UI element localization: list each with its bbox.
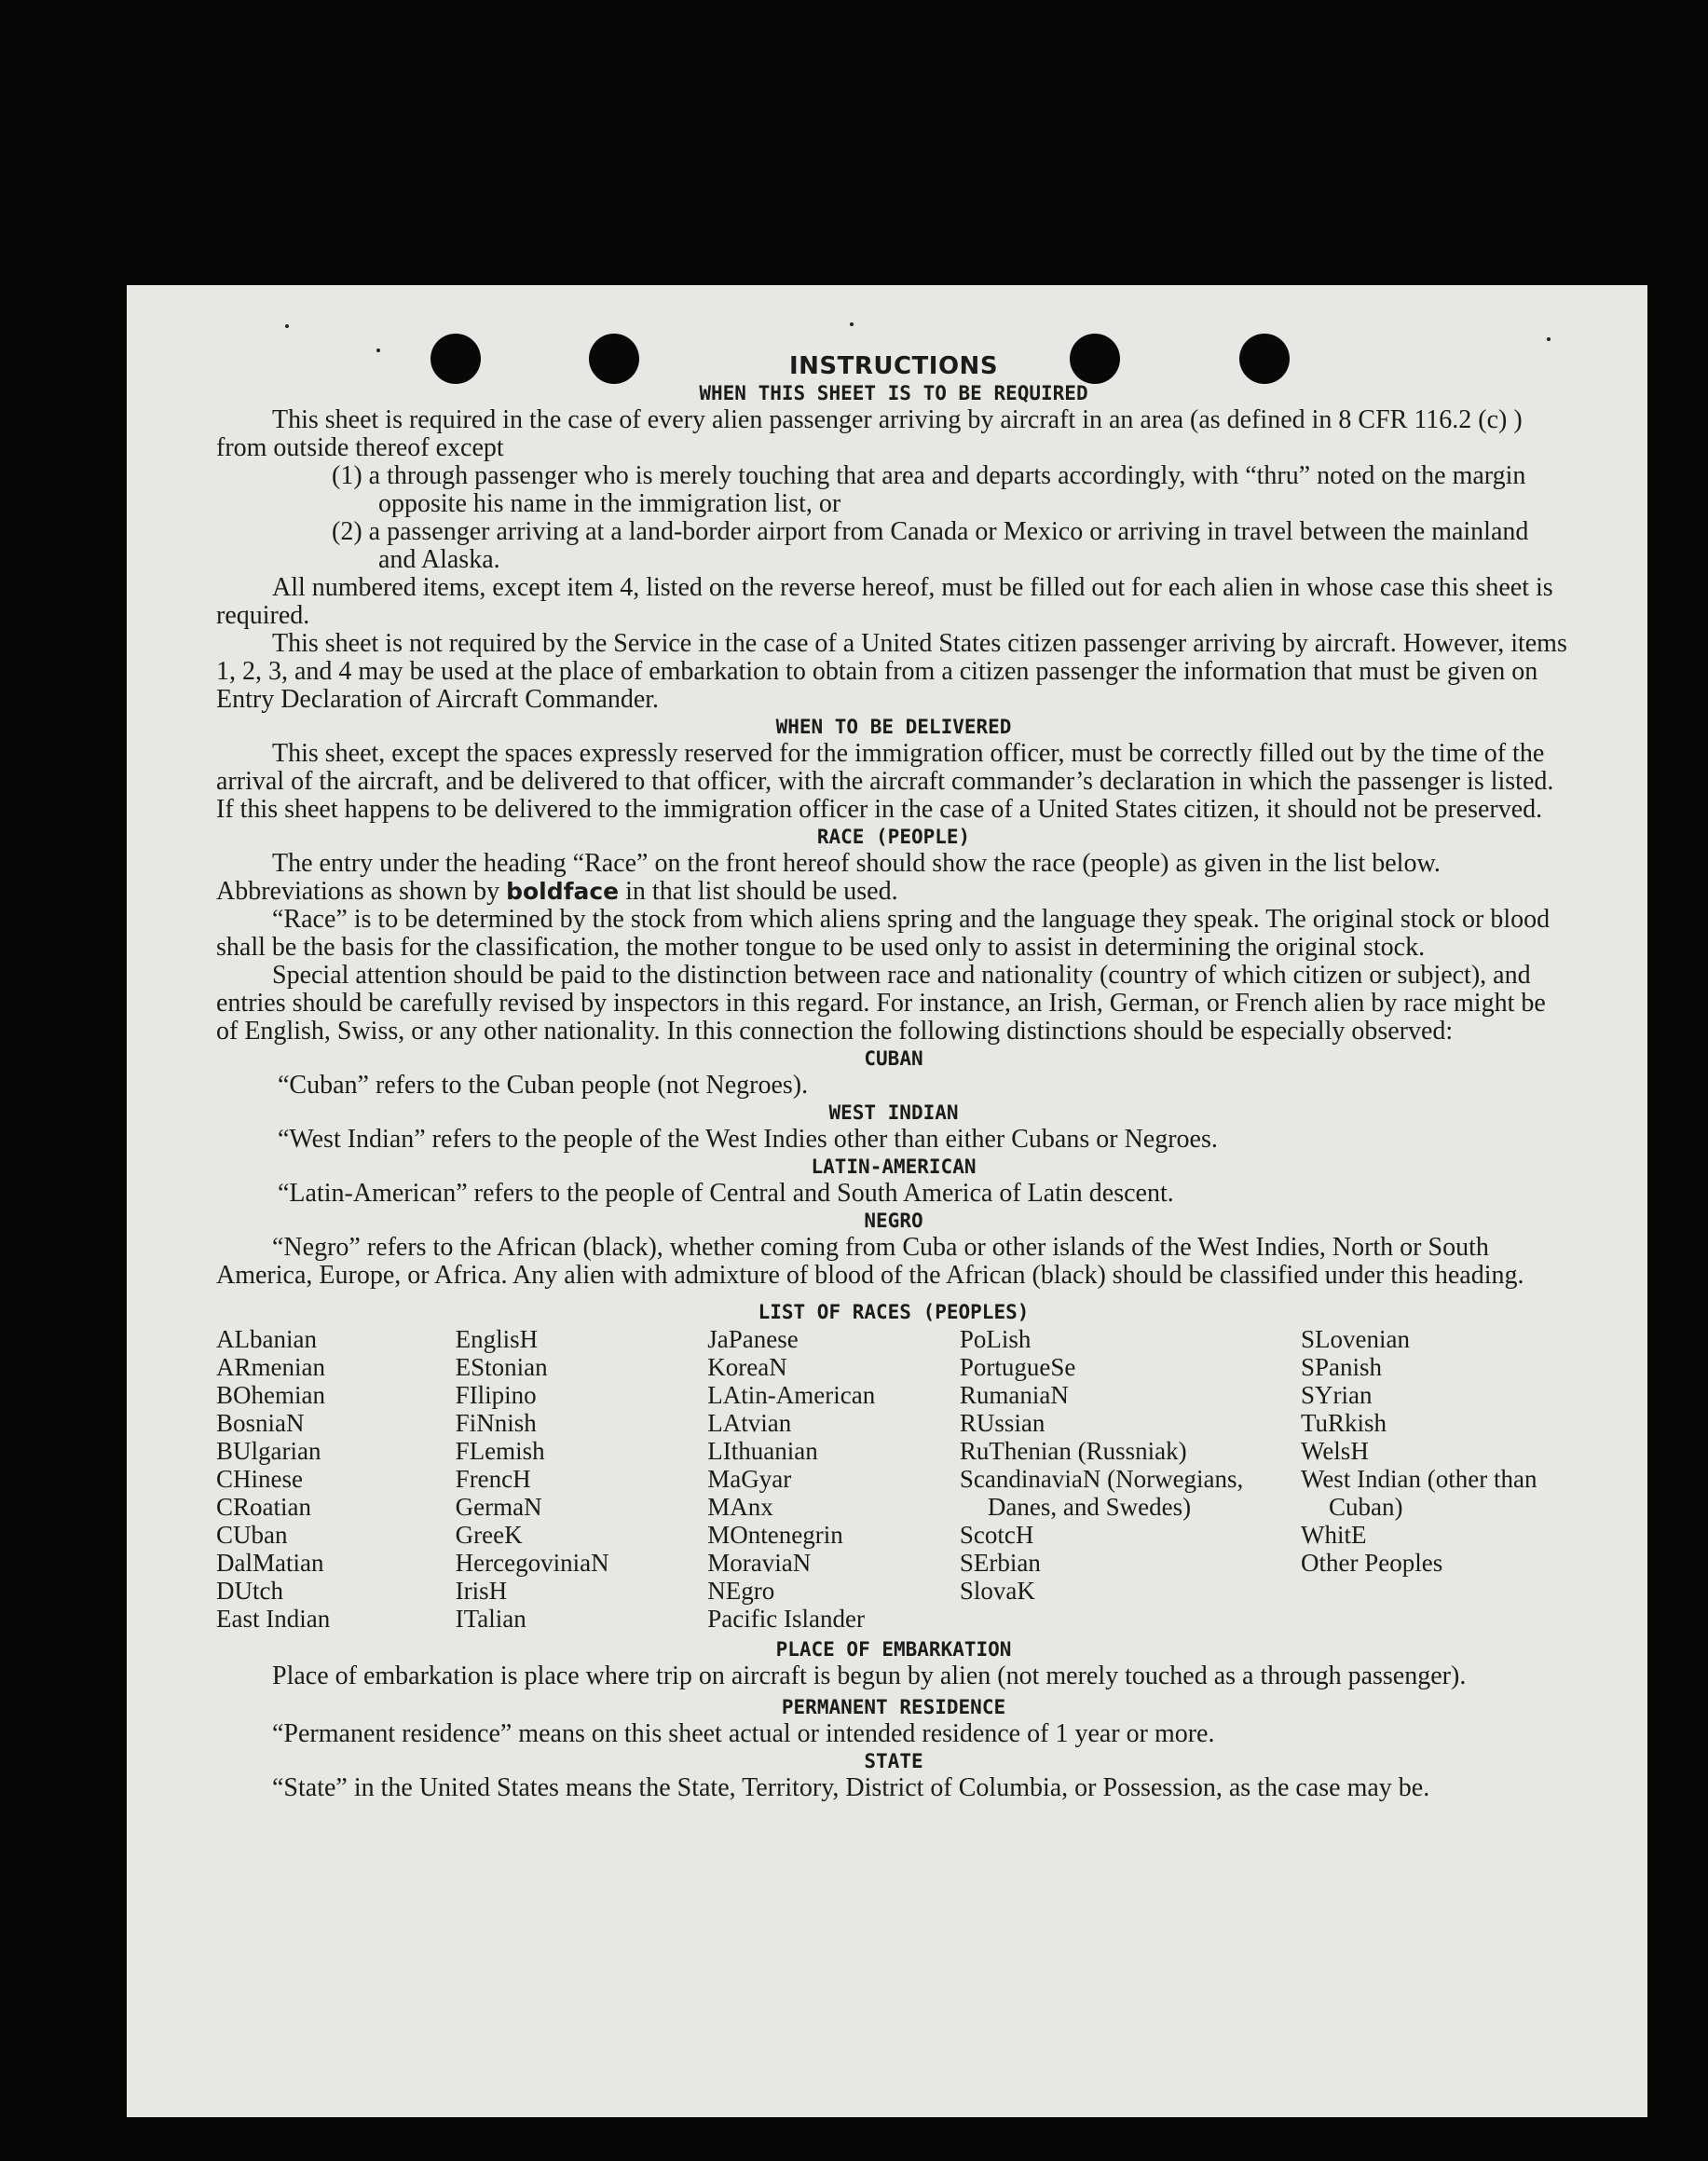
exception-item-1: (1) a through passenger who is merely touching that area and departs accordingly, with “thru” noted on the margin opposite his name in the immigration list, or [332, 461, 1526, 518]
section-heading-embarkation: PLACE OF EMBARKATION [775, 1638, 1012, 1661]
race-item: RUssian [959, 1409, 1045, 1437]
race-item: EnglisH [455, 1325, 539, 1353]
race-item: SlovaK [959, 1577, 1035, 1605]
paragraph [216, 850, 1571, 906]
race-item: FLemish [455, 1437, 545, 1465]
race-item: ScandinaviaN (Norwegians, Danes, and Swedes) [959, 1465, 1244, 1521]
race-item: DalMatian [216, 1549, 324, 1577]
race-item: CUban [216, 1521, 288, 1549]
section-heading-race: RACE (PEOPLE) [816, 826, 971, 848]
definition-west-indian: “West Indian” refers to the people of the West Indies other than either Cubans or Negroes. [278, 1125, 1218, 1154]
section-heading-cuban: CUBAN [864, 1047, 923, 1070]
race-item: PoLish [959, 1325, 1032, 1353]
speck [850, 322, 854, 326]
race-item: BosniaN [216, 1409, 305, 1437]
race-item: CRoatian [216, 1493, 311, 1521]
race-item: EStonian [455, 1353, 548, 1381]
race-item: SLovenian [1301, 1325, 1410, 1353]
races-column [456, 1325, 708, 1633]
paragraph: “Race” is to be determined by the stock from which aliens spring and the language they speak. The original stock or blood shall be the basis for the classification, the mother tongue to be used only to assist in determining the original stock. [216, 905, 1551, 962]
speck [285, 324, 289, 328]
definition-state: “State” in the United States means the State, Territory, District of Columbia, or Possession, as the case may be. [272, 1773, 1430, 1802]
race-item: ARmenian [216, 1353, 325, 1381]
race-item: GreeK [455, 1521, 523, 1549]
paragraph: This sheet is not required by the Service in the case of a United States citizen passenger arriving by aircraft. However, items 1, 2, 3, and 4 may be used at the place of embarkation to obtain from a citizen passenger the information that must be given on Entry Declaration of Aircraft Commander. [216, 629, 1567, 714]
punch-hole [1239, 334, 1290, 384]
race-item: TuRkish [1301, 1409, 1387, 1437]
section-heading-when-delivered: WHEN TO BE DELIVERED [775, 716, 1012, 738]
race-item: Other Peoples [1301, 1549, 1443, 1577]
section-heading-negro: NEGRO [864, 1210, 923, 1232]
race-item: WelsH [1301, 1437, 1369, 1465]
races-list [216, 1325, 1571, 1633]
instruction-sheet [127, 285, 1647, 2117]
punch-hole [430, 334, 481, 384]
race-item: JaPanese [707, 1325, 799, 1353]
paragraph-text: The entry under the heading “Race” on the front hereof should show the race (people) as given in the list below. Abbreviations as shown by [216, 849, 1441, 906]
races-column [1301, 1325, 1571, 1633]
list-of-races-heading: LIST OF RACES (PEOPLES) [758, 1301, 1030, 1323]
definition-latin-american: “Latin-American” refers to the people of Central and South America of Latin descent. [278, 1179, 1174, 1208]
race-item: LAtvian [707, 1409, 792, 1437]
race-item: IrisH [455, 1577, 508, 1605]
race-item: RuThenian (Russniak) [959, 1437, 1187, 1465]
section-heading-latin-american: LATIN-AMERICAN [811, 1156, 977, 1178]
race-item: WhitE [1301, 1521, 1367, 1549]
race-item: SErbian [959, 1549, 1041, 1577]
paragraph: Special attention should be paid to the distinction between race and nationality (country of which citizen or subject), and entries should be carefully revised by inspectors in this regard. For instance, an Irish, German, or French alien by race might be of English, Swiss, or any other nationality. In this connection the following distinctions should be especially observed: [216, 961, 1546, 1046]
race-item: NEgro [707, 1577, 775, 1605]
section-heading-west-indian: WEST INDIAN [828, 1101, 959, 1124]
race-item: SYrian [1301, 1381, 1373, 1409]
race-item: FiNnish [455, 1409, 537, 1437]
race-item: MAnx [707, 1493, 773, 1521]
speck [1547, 337, 1551, 341]
race-item: CHinese [216, 1465, 303, 1493]
race-item: HercegoviniaN [455, 1549, 609, 1577]
race-item: PortugueSe [959, 1353, 1076, 1381]
page-title: INSTRUCTIONS [788, 352, 999, 380]
race-item: RumaniaN [959, 1381, 1069, 1409]
definition-residence: “Permanent residence” means on this sheet actual or intended residence of 1 year or more. [272, 1719, 1215, 1748]
paragraph: This sheet is required in the case of every alien passenger arriving by aircraft in an area (as defined in 8 CFR 116.2 (c) ) from outside thereof except [216, 405, 1523, 462]
boldface-term: boldface [506, 878, 620, 905]
race-item: MOntenegrin [707, 1521, 843, 1549]
race-item: ScotcH [959, 1521, 1034, 1549]
race-item: DUtch [216, 1577, 283, 1605]
section-heading-state: STATE [864, 1750, 923, 1772]
race-item: ITalian [455, 1605, 526, 1633]
race-item: FrencH [455, 1465, 531, 1493]
race-item: LIthuanian [707, 1437, 818, 1465]
races-column [707, 1325, 960, 1633]
exception-item-2: (2) a passenger arriving at a land-border airport from Canada or Mexico or arriving in travel between the mainland and Alaska. [332, 517, 1529, 574]
paragraph: This sheet, except the spaces expressly reserved for the immigration officer, must be correctly filled out by the time of the arrival of the aircraft, and be delivered to that officer, with the aircraft commander’s declaration in which the passenger is listed. If this sheet happens to be delivered to the immigration officer in the case of a United States citizen, it should not be preserved. [216, 739, 1554, 824]
race-item: KoreaN [707, 1353, 787, 1381]
race-item: SPanish [1301, 1353, 1383, 1381]
race-item: MoraviaN [707, 1549, 812, 1577]
races-column [216, 1325, 456, 1633]
punch-hole [1070, 334, 1120, 384]
race-item: East Indian [216, 1605, 331, 1633]
race-item: LAtin-American [707, 1381, 876, 1409]
definition-cuban: “Cuban” refers to the Cuban people (not Negroes). [278, 1071, 809, 1100]
section-heading-when-required: WHEN THIS SHEET IS TO BE REQUIRED [699, 382, 1088, 404]
speck [376, 349, 380, 352]
race-item: MaGyar [707, 1465, 792, 1493]
definition-negro: “Negro” refers to the African (black), whether coming from Cuba or other islands of the West Indies, North or South America, Europe, or Africa. Any alien with admixture of blood of the African (black) should be classified under this heading. [216, 1233, 1524, 1290]
race-item: BOhemian [216, 1381, 325, 1409]
paragraph: All numbered items, except item 4, listed on the reverse hereof, must be filled out for each alien in whose case this sheet is required. [216, 573, 1553, 630]
race-item: West Indian (other than Cuban) [1301, 1465, 1537, 1521]
race-item: BUlgarian [216, 1437, 321, 1465]
races-column [960, 1325, 1301, 1633]
section-heading-residence: PERMANENT RESIDENCE [781, 1696, 1006, 1718]
paragraph-text: in that list should be used. [625, 877, 898, 906]
race-item: ALbanian [216, 1325, 317, 1353]
race-item: FIlipino [455, 1381, 537, 1409]
punch-hole [589, 334, 639, 384]
race-item: Pacific Islander [707, 1605, 865, 1633]
definition-embarkation: Place of embarkation is place where trip on aircraft is begun by alien (not merely touched as a through passenger). [272, 1662, 1467, 1690]
race-item: GermaN [455, 1493, 542, 1521]
